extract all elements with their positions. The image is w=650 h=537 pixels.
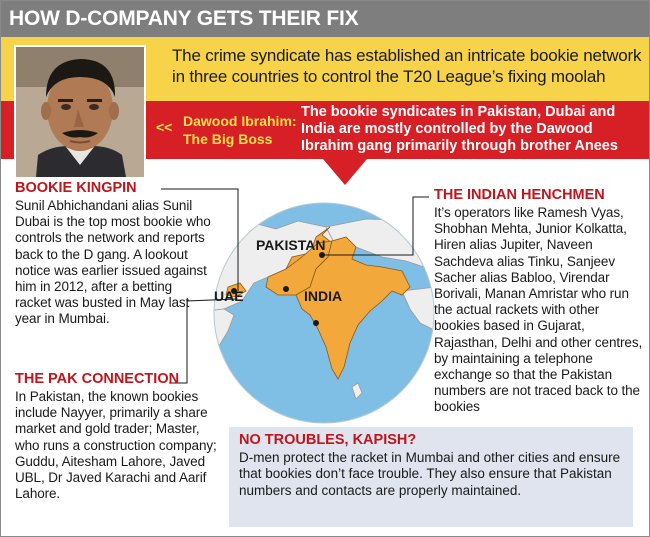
map-label-uae: UAE: [214, 288, 244, 304]
boss-label-title: The Big Boss: [183, 131, 273, 147]
no-troubles-text: D-men protect the racket in Mumbai and other cities and ensure that bookies don’t face trouble. They also ensure that Pakistan numbers and contacts are properly maintained.: [239, 450, 621, 498]
pak-connection-text: In Pakistan, the known bookies include Nayyer, primarily a share market and gold trader; Master, who runs a construction company; Guddu, Aitesham Lahore, Javed UBL, Dr Javed Karachi and Aarif Lahore.: [15, 389, 217, 502]
boss-label-name: Dawood Ibrahim:: [183, 113, 297, 129]
no-troubles-heading: NO TROUBLES, KAPISH?: [239, 432, 417, 448]
bookie-kingpin-heading: BOOKIE KINGPIN: [15, 180, 137, 196]
indian-henchmen-text: It’s operators like Ramesh Vyas, Shobhan Mehta, Junior Kolkatta, Hiren alias Jupiter, Naveen Sachdeva alias Tinku, Sanjeev Sacher alias Babloo, Virendar Borivali, Manan Amristar who run the actual rackets with other bookies based in Gujarat, Rajasthan, Delhi and other centres, by maintaining a telephone exchange so that the Pakistan numbers are not traced back to the bookies: [434, 205, 643, 415]
page-title: HOW D-COMPANY GETS THEIR FIX: [9, 7, 359, 30]
indian-henchmen-heading: THE INDIAN HENCHMEN: [434, 187, 605, 203]
boss-arrow: <<: [156, 119, 173, 135]
intro-text: The crime syndicate has established an intricate bookie network in three countries to control the T20 League’s fixing moolah: [172, 46, 642, 86]
map-label-india: INDIA: [304, 288, 343, 304]
bookie-kingpin-text: Sunil Abhichandani alias Sunil Dubai is the top most bookie who controls the network and reports back to the D gang. A lookout notice was earlier issued against him in 2012, after a betting racket was busted in May last year in Mumbai.: [15, 198, 211, 327]
boss-description: The bookie syndicates in Pakistan, Dubai and India are mostly controlled by the Dawood Ibrahim gang primarily through brother Anees: [301, 104, 618, 154]
pak-connection-heading: THE PAK CONNECTION: [15, 371, 180, 387]
map-label-pakistan: PAKISTAN: [256, 237, 326, 253]
